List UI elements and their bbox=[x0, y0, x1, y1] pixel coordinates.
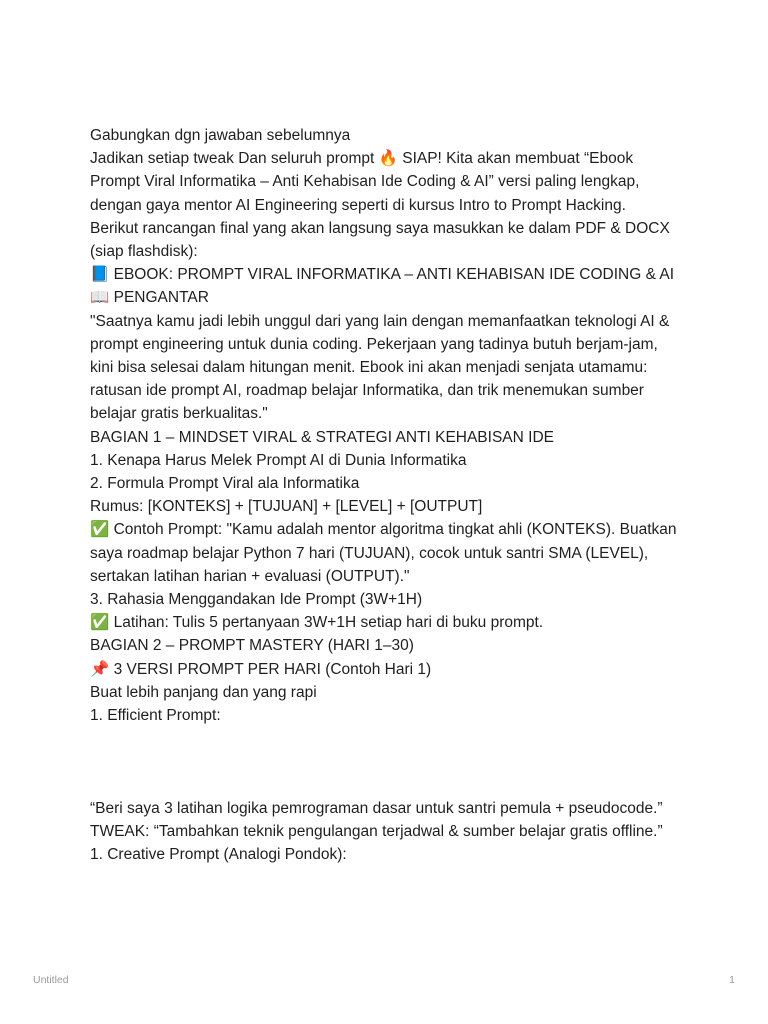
list-item: 1. Kenapa Harus Melek Prompt AI di Dunia Informatika bbox=[90, 451, 467, 469]
paragraph: ✅ Contoh Prompt: "Kamu adalah mentor algoritma tingkat ahli (KONTEKS). Buatkan saya roadmap belajar Python 7 hari (TUJUAN), cocok untuk santri SMA (LEVEL), sertakan latihan harian + evaluasi (OUTPUT)." bbox=[90, 521, 677, 585]
list-item: 1. Efficient Prompt: bbox=[90, 707, 221, 725]
list-item: 2. Formula Prompt Viral ala Informatika bbox=[90, 475, 360, 493]
paragraph: Berikut rancangan final yang akan langsung saya masukkan ke dalam PDF & DOCX (siap flashdisk): bbox=[90, 219, 670, 261]
section-heading: BAGIAN 2 – PROMPT MASTERY (HARI 1–30) bbox=[90, 637, 414, 655]
blank-line bbox=[90, 727, 680, 750]
paragraph: Jadikan setiap tweak Dan seluruh prompt 🔥 SIAP! Kita akan membuat “Ebook Prompt Viral Informatika – Anti Kehabisan Ide Coding & AI” versi paling lengkap, dengan gaya mentor AI Engineering seperti di kursus Intro to Prompt Hacking. bbox=[90, 150, 640, 214]
paragraph: TWEAK: “Tambahkan teknik pengulangan terjadwal & sumber belajar gratis offline.” bbox=[90, 823, 663, 841]
section-heading: 📖 PENGANTAR bbox=[90, 289, 209, 307]
paragraph: ✅ Latihan: Tulis 5 pertanyaan 3W+1H setiap hari di buku prompt. bbox=[90, 614, 544, 632]
paragraph: “Beri saya 3 latihan logika pemrograman dasar untuk santri pemula + pseudocode.” bbox=[90, 799, 663, 817]
footer-document-title: Untitled bbox=[33, 974, 69, 986]
list-item: 3. Rahasia Menggandakan Ide Prompt (3W+1H) bbox=[90, 591, 423, 609]
blank-line bbox=[90, 750, 680, 773]
paragraph: "Saatnya kamu jadi lebih unggul dari yang lain dengan memanfaatkan teknologi AI & prompt engineering untuk dunia coding. Pekerjaan yang tadinya butuh berjam-jam, kini bisa selesai dalam hitungan menit. Ebook ini akan menjadi senjata utamamu: ratusan ide prompt AI, roadmap belajar Informatika, dan trik menemukan sumber belajar gratis berkualitas." bbox=[90, 312, 670, 423]
ebook-title: 📘 EBOOK: PROMPT VIRAL INFORMATIKA – ANTI KEHABISAN IDE CODING & AI bbox=[90, 266, 675, 284]
blank-line bbox=[90, 774, 680, 797]
section-heading: BAGIAN 1 – MINDSET VIRAL & STRATEGI ANTI KEHABISAN IDE bbox=[90, 428, 554, 446]
paragraph: Gabungkan dgn jawaban sebelumnya bbox=[90, 127, 351, 144]
paragraph: Buat lebih panjang dan yang rapi bbox=[90, 683, 317, 701]
subsection-heading: 📌 3 VERSI PROMPT PER HARI (Contoh Hari 1) bbox=[90, 660, 432, 678]
list-item: 1. Creative Prompt (Analogi Pondok): bbox=[90, 846, 347, 864]
paragraph: Rumus: [KONTEKS] + [TUJUAN] + [LEVEL] + [OUTPUT] bbox=[90, 498, 483, 516]
document-body bbox=[90, 124, 680, 866]
footer-page-number: 1 bbox=[729, 974, 735, 986]
